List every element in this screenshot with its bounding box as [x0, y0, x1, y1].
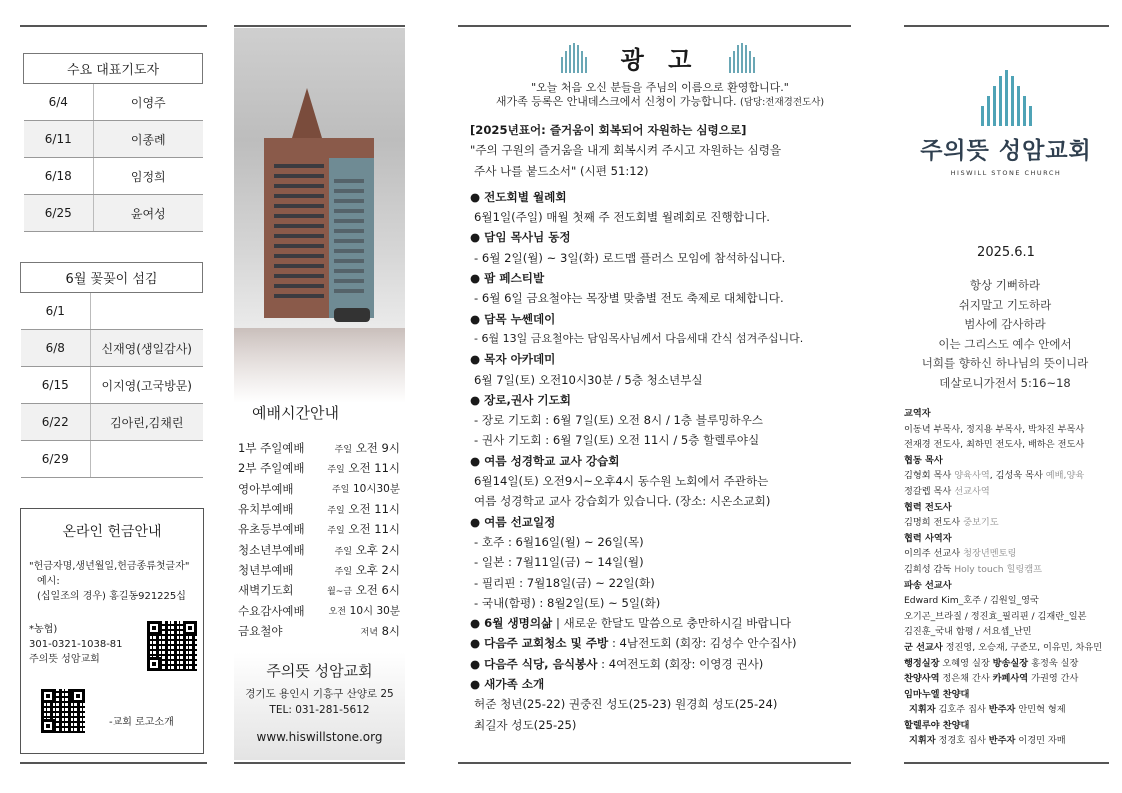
- announcements-header: [470, 40, 850, 75]
- left-column: [20, 28, 207, 478]
- year-theme-verse: "주의 구원의 즐거움을 내게 회복시켜 주시고 자원하는 심령을: [470, 143, 782, 158]
- staff-heading: 임마누엘 찬양대: [904, 688, 970, 700]
- service-day: 주일: [334, 546, 353, 557]
- table-cell-date: 6/22: [21, 404, 91, 441]
- announcement-text: - 6월 2일(월) ~ 3일(화) 로드맵 플러스 모임에 참석하십니다.: [474, 250, 786, 265]
- cover-church-name: 주의뜻 성암교회: [920, 138, 1092, 164]
- table-cell-date: 6/25: [24, 195, 94, 232]
- account-number: 301-0321-1038-81: [29, 639, 123, 650]
- service-name: 새벽기도회: [238, 583, 294, 598]
- staff-heading: 협력 사역자: [904, 532, 952, 544]
- announcement-text: - 국내(함평) : 8월2일(토) ~ 5일(화): [474, 595, 661, 610]
- service-row: [238, 539, 400, 559]
- announcement-text: - 필리핀 : 7월18일(금) ~ 22일(화): [474, 575, 655, 590]
- service-row: [238, 621, 400, 641]
- announcement-text: 6월 7일(토) 오전10시30분 / 5층 청소년부실: [474, 372, 703, 387]
- prayer-table: [23, 53, 203, 232]
- service-day: 주일: [334, 566, 353, 577]
- bottom-rule: [458, 762, 851, 764]
- top-rule: [904, 25, 1109, 27]
- verse-line: 쉬지말고 기도하라: [958, 297, 1052, 312]
- staff-heading: 교역자: [904, 408, 931, 419]
- announcement-text: - 6월 13일 금요철야는 담임목사님께서 다음세대 간식 섬겨주십니다.: [474, 331, 804, 345]
- staff-line: 이동녁 부목사, 정지용 부목사, 박차진 부목사: [904, 423, 1085, 435]
- staff-line: [904, 671, 1109, 687]
- qr-code-icon[interactable]: [147, 621, 197, 671]
- staff-name: 오혜영 실장: [939, 657, 993, 669]
- service-times-list: [238, 438, 400, 641]
- staff-line: 김진훈_국내 함평 / 서요셉_난민: [904, 626, 1032, 638]
- staff-name: 정경호 집사: [935, 735, 989, 747]
- welcome-registration: 새가족 등록은 안내데스크에서 신청이 가능합니다.: [495, 95, 737, 108]
- offering-example: (십일조의 경우) 홍길동921225십: [37, 591, 186, 602]
- staff-name: 김희성 감독: [904, 563, 955, 575]
- announcement-text: 6월14일(토) 오전9시~오후4시 동수원 노회에서 주관하는: [474, 474, 769, 489]
- church-phone[interactable]: TEL: 031-281-5612: [269, 704, 370, 716]
- service-name: 유치부예배: [238, 502, 294, 517]
- service-row: [238, 479, 400, 499]
- announcement-text: | 새로운 한달도 말씀으로 충만하시길 바랍니다: [552, 616, 792, 631]
- staff-line: [904, 468, 1109, 484]
- service-name: 2부 주일예배: [238, 461, 305, 476]
- organ-pipes-icon: [561, 43, 591, 73]
- announcement-title: ● 여름 선교일정: [470, 514, 556, 529]
- staff-role: 예배,양육: [1045, 470, 1085, 482]
- service-name: 청소년부예배: [238, 542, 305, 557]
- table-cell-name: 이종례: [94, 121, 203, 158]
- top-rule: [458, 25, 851, 27]
- table-cell-name: 이지영(고국방문): [91, 367, 203, 404]
- online-offering-title: 온라인 헌금안내: [62, 524, 162, 540]
- church-building-photo: [234, 28, 405, 403]
- announcement-title: ● 6월 생명의삶: [470, 616, 553, 631]
- table-cell-name: [91, 293, 203, 330]
- staff-heading: 군 선교사: [904, 641, 943, 653]
- service-row: [238, 438, 400, 458]
- announcements-column: [470, 40, 850, 735]
- staff-heading: 반주자: [988, 704, 1016, 716]
- service-time: 오전 11시: [348, 502, 400, 517]
- service-day: 월~금: [327, 587, 353, 598]
- church-name: 주의뜻 성암교회: [266, 662, 373, 680]
- announcement-title: ● 목자 아카데미: [470, 352, 556, 367]
- service-time: 오전 6시: [355, 583, 400, 598]
- staff-heading: 지휘자: [909, 735, 936, 747]
- service-name: 유초등부예배: [238, 522, 305, 537]
- service-day: 저녁: [360, 627, 378, 638]
- announcement-title: ● 장로,권사 기도회: [470, 392, 571, 407]
- announcement-text: - 장로 기도회 : 6월 7일(토) 오전 8시 / 1층 블루밍하우스: [474, 413, 763, 428]
- bottom-rule: [904, 762, 1109, 764]
- table-cell-date: 6/4: [24, 84, 94, 121]
- announcement-text: 여름 성경학교 교사 강습회가 있습니다. (장소: 시온소교회): [474, 494, 771, 509]
- table-cell-name: 신재영(생일감사): [91, 330, 203, 367]
- cover-verse: [905, 276, 1105, 393]
- staff-name: 정은채 간사: [939, 673, 993, 685]
- staff-line: Edward Kim_호주 / 김원일_영국: [904, 595, 1039, 607]
- service-name: 청년부예배: [238, 562, 294, 577]
- staff-heading: 협동 목사: [904, 454, 943, 466]
- staff-heading: 찬양사역: [904, 673, 940, 685]
- staff-role: Holy touch 힐링캠프: [954, 563, 1042, 575]
- announcement-title: ● 팜 페스티발: [470, 271, 545, 286]
- announcement-title: ● 담목 누쎈데이: [470, 311, 556, 326]
- announcement-text: 6월1일(주일) 매월 첫째 주 전도회별 월례회로 진행합니다.: [474, 210, 770, 225]
- staff-line: [904, 484, 1109, 500]
- announcements-title: 광 고: [620, 46, 700, 74]
- staff-list: [904, 406, 1109, 749]
- staff-heading: 방송실장: [992, 657, 1029, 669]
- announcement-text: - 6월 6일 금요철야는 목장별 맞춤별 전도 축제로 대체합니다.: [474, 291, 784, 306]
- staff-name: 안민혁 형제: [1015, 704, 1066, 716]
- staff-line: [904, 546, 1109, 562]
- staff-name: , 김성욱 목사: [989, 470, 1046, 482]
- car: [334, 308, 370, 322]
- bottom-rule: [20, 762, 207, 764]
- year-theme: [2025년표어: 즐거움이 회복되어 자원하는 심령으로]: [470, 123, 747, 137]
- staff-name: 홍정욱 실장: [1028, 657, 1079, 669]
- staff-name: 가권영 간사: [1028, 673, 1079, 685]
- service-day: 주일: [327, 506, 345, 517]
- organ-pipes-logo-icon: [917, 70, 1095, 126]
- account-holder: 주의뜻 성암교회: [29, 654, 100, 665]
- staff-name: 김형회 목사: [904, 470, 955, 482]
- logo-caption: -교회 로고소개: [109, 717, 174, 728]
- bulletin-date: 2025.6.1: [977, 245, 1035, 260]
- church-website-link[interactable]: www.hiswillstone.org: [256, 730, 383, 744]
- announcement-text: - 권사 기도회 : 6월 7일(토) 오전 11시 / 5층 할렐루야실: [474, 433, 760, 448]
- staff-heading: 파송 선교사: [904, 579, 952, 591]
- announcement-title: ● 다음주 교회청소 및 주방: [470, 636, 609, 651]
- staff-line: [904, 733, 1109, 749]
- church-logo: [917, 70, 1095, 177]
- staff-line: 오기곤_브라질 / 정진효_필리핀 / 김재란_일본: [904, 610, 1087, 622]
- service-row: [238, 458, 400, 478]
- table-cell-date: 6/18: [24, 158, 94, 195]
- church-address: 경기도 용인시 기흥구 산양로 25: [245, 688, 394, 700]
- service-time: 10시30분: [352, 483, 400, 496]
- church-address-box: [234, 652, 405, 760]
- service-time: 오후 2시: [355, 562, 400, 577]
- staff-role: 선교사역: [954, 485, 990, 497]
- staff-heading: 협력 전도사: [904, 501, 952, 513]
- service-time: 오전 9시: [355, 441, 400, 456]
- staff-role: 중보기도: [963, 517, 999, 529]
- table-cell-name: 김아린,김채린: [91, 404, 203, 441]
- service-time: 오전 11시: [348, 522, 400, 537]
- announcement-title: ● 전도회별 월례회: [470, 189, 567, 204]
- flower-table: [20, 262, 203, 478]
- verse-line: 이는 그리스도 예수 안에서: [938, 336, 1072, 351]
- staff-name: 김명희 전도사: [904, 517, 964, 529]
- service-row: [238, 519, 400, 539]
- staff-heading: 카페사역: [992, 673, 1029, 685]
- table-cell-date: 6/15: [21, 367, 91, 404]
- staff-line: [904, 702, 1109, 718]
- service-row: [238, 580, 400, 600]
- service-day: 주일: [327, 526, 345, 537]
- verse-line: 범사에 감사하라: [964, 317, 1046, 331]
- table-cell-date: 6/29: [21, 441, 91, 478]
- table-cell-date: 6/8: [21, 330, 91, 367]
- organ-pipes-icon: [729, 43, 759, 73]
- service-name: 수요감사예배: [238, 603, 305, 618]
- staff-name: 정갈렙 목사: [904, 485, 955, 497]
- bottom-rule: [234, 762, 405, 764]
- prayer-table-header: 수요 대표기도자: [24, 54, 203, 84]
- table-cell-date: 6/1: [21, 293, 91, 330]
- staff-heading: 지휘자: [909, 704, 936, 716]
- staff-name: 김호주 집사: [935, 704, 989, 716]
- flower-table-header: 6월 꽃꽂이 섬김: [21, 263, 203, 293]
- table-cell-date: 6/11: [24, 121, 94, 158]
- table-cell-name: 윤여성: [94, 195, 203, 232]
- verse-line: 너희를 향하신 하나님의 뜻이니라: [921, 356, 1089, 370]
- welcome-registration-note: (담당:전재경전도사): [740, 97, 825, 108]
- bank-name: *농협): [29, 624, 58, 635]
- announcement-text: - 일본 : 7월11일(금) ~ 14일(월): [474, 555, 644, 570]
- service-time: 오전 11시: [348, 461, 400, 476]
- staff-line: [904, 656, 1109, 672]
- top-rule: [234, 25, 405, 27]
- staff-role: 청장년멘토링: [963, 548, 1017, 560]
- service-row: [238, 600, 400, 620]
- year-theme-verse: 주사 나를 붙드소서" (시편 51:12): [474, 163, 649, 178]
- service-time: 오후 2시: [355, 542, 400, 557]
- offering-format: "헌금자명,생년월일,헌금종류첫글자": [29, 561, 190, 572]
- service-name: 영아부예배: [238, 481, 294, 496]
- service-day: 주일: [334, 445, 353, 456]
- online-offering-box: [20, 508, 204, 754]
- service-day: 주일: [327, 465, 345, 476]
- table-cell-name: 임정희: [94, 158, 203, 195]
- service-day: 오전: [328, 607, 346, 618]
- cover-church-name-en: HISWILL STONE CHURCH: [950, 169, 1062, 177]
- verse-line: 항상 기뻐하라: [969, 278, 1041, 292]
- staff-role: 양육사역: [954, 470, 990, 482]
- staff-name: 이경민 자매: [1015, 735, 1066, 747]
- staff-line: [904, 515, 1109, 531]
- staff-line: 전재경 전도사, 최하민 전도사, 배하은 전도사: [904, 439, 1085, 451]
- table-cell-name: [91, 441, 203, 478]
- announcement-title: ● 담임 목사님 동정: [470, 230, 571, 245]
- table-cell-name: 이영주: [94, 84, 203, 121]
- announcement-text: - 호주 : 6월16일(월) ~ 26일(목): [474, 534, 644, 549]
- service-day: 주일: [331, 485, 350, 496]
- announcement-text: : 4남전도회 (회장: 김성수 안수집사): [608, 636, 797, 651]
- service-name: 1부 주일예배: [238, 441, 305, 456]
- staff-heading: 할렐루야 찬양대: [904, 719, 970, 731]
- staff-name: 정진영, 오승재, 구준모, 이유민, 차유민: [942, 641, 1103, 653]
- service-name: 금요철야: [238, 623, 283, 638]
- service-time: 8시: [381, 623, 400, 638]
- staff-line: [904, 640, 1109, 656]
- service-row: [238, 499, 400, 519]
- offering-example-label: 예시:: [37, 576, 60, 587]
- announcement-title: ● 여름 성경학교 교사 강습회: [470, 453, 620, 468]
- verse-reference: 데살로니가전서 5:16~18: [939, 375, 1071, 390]
- qr-code-icon[interactable]: [41, 689, 85, 733]
- announcement-text: 최길자 성도(25-25): [474, 717, 577, 732]
- staff-name: 이의주 선교사: [904, 548, 964, 560]
- top-rule: [20, 25, 207, 27]
- staff-heading: 행정실장: [904, 657, 940, 669]
- welcome-line: "오늘 처음 오신 분들을 주님의 이름으로 환영합니다.": [531, 81, 789, 94]
- announcement-text: 허준 청년(25-22) 권중진 성도(25-23) 원경희 성도(25-24): [474, 697, 778, 712]
- service-row: [238, 560, 400, 580]
- service-times-title: 예배시간안내: [252, 404, 339, 422]
- announcement-title: ● 새가족 소개: [470, 677, 545, 692]
- service-time: 10시 30분: [349, 605, 400, 618]
- staff-heading: 반주자: [988, 735, 1016, 747]
- announcement-item: [470, 187, 850, 735]
- announcement-text: : 4여전도회 (회장: 이영경 권사): [597, 656, 764, 671]
- announcement-title: ● 다음주 식당, 음식봉사: [470, 656, 598, 671]
- staff-line: [904, 562, 1109, 578]
